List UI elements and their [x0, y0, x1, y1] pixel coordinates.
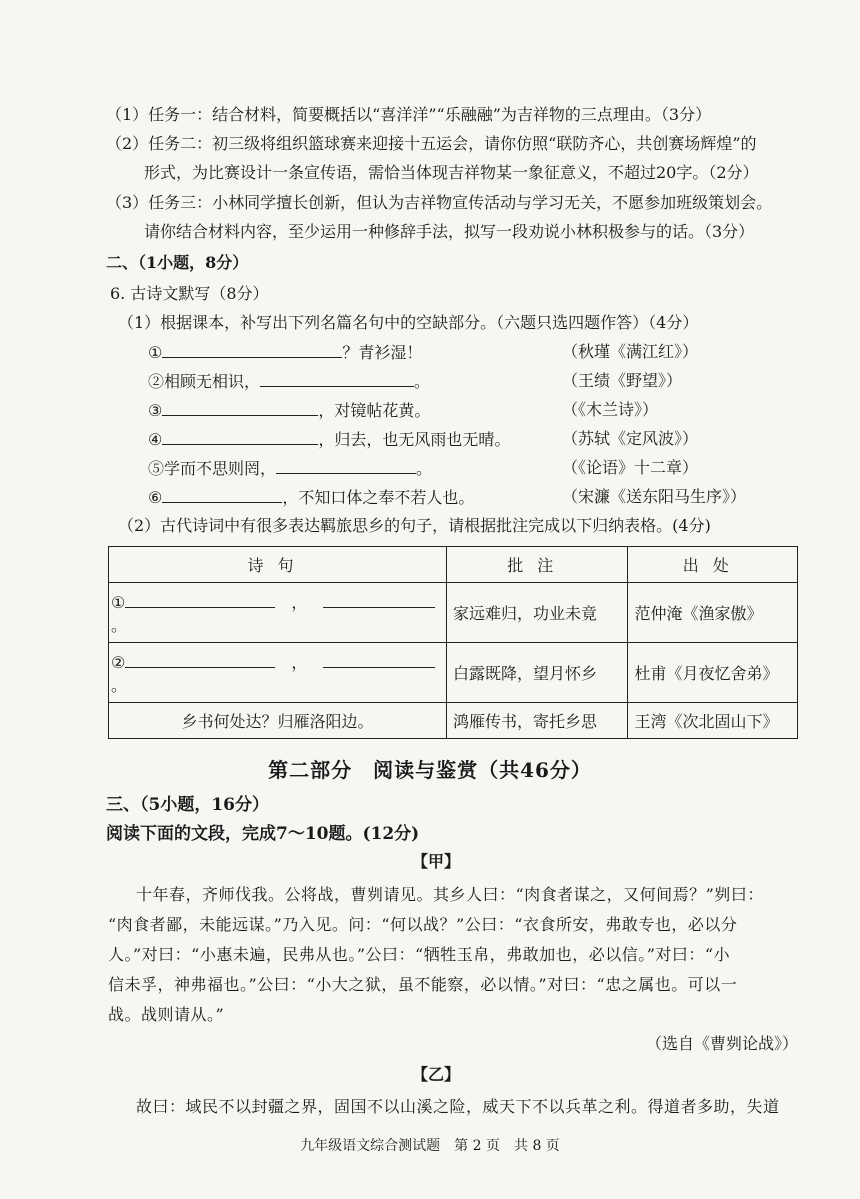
table-row	[109, 583, 798, 643]
passage-jia-label: 【甲】	[411, 852, 460, 871]
fill-item-4-suffix: ，归去，也无风雨也无晴。	[318, 430, 511, 449]
row-1-note: 家远难归，功业未竟	[446, 583, 628, 643]
row-3-note: 鸿雁传书，寄托乡思	[446, 703, 628, 739]
fill-item-2-prefix: ②相顾无相识，	[148, 372, 261, 391]
header-note: 批注	[446, 547, 628, 583]
row-2-source: 杜甫《月夜忆舍弟》	[628, 643, 798, 703]
fill-item-5	[148, 457, 432, 480]
task-3-line-1: （3）任务三：小林同学擅长创新，但认为吉祥物宣传活动与学习无关，不愿参加班级策划会。	[106, 193, 773, 212]
summary-table	[108, 546, 798, 739]
passage-yi-line-1: 故曰：域民不以封疆之界，固国不以山溪之险，威天下不以兵革之利。得道者多助，失道	[136, 1097, 780, 1116]
task-2-line-2: 形式，为比赛设计一条宣传语，需恰当体现吉祥物某一象征意义，不超过20字。（2分）	[144, 163, 759, 182]
row-1-period: 。	[111, 616, 128, 635]
row-1-marker: ①	[111, 593, 126, 612]
passage-jia-line-3: 人。”对曰：“小惠未遍，民弗从也。”公曰：“牺牲玉帛，弗敢加也，必以信。”对曰：“小	[108, 945, 731, 964]
row-2-comma: ，	[291, 653, 308, 672]
fill-item-1	[148, 341, 422, 364]
table-header-row	[109, 547, 798, 583]
fill-item-3-suffix: ，对镜帖花黄。	[318, 401, 431, 420]
fill-item-6-source: （宋濂《送东阳马生序》）	[562, 487, 747, 506]
row-2-note: 白露既降，望月怀乡	[446, 643, 628, 703]
fill-item-5-suffix: 。	[416, 459, 433, 478]
row-3-poem: 乡书何处达？归雁洛阳边。	[109, 703, 447, 739]
page-footer: 九年级语文综合测试题 第 2 页 共 8 页	[300, 1138, 560, 1154]
fill-item-2-suffix: 。	[414, 372, 431, 391]
fill-item-1-prefix: ①	[148, 343, 163, 362]
part-2-title: 第二部分 阅读与鉴赏（共46分）	[268, 758, 592, 782]
passage-jia-line-2: “肉食者鄙，未能远谋。”乃入见。问：“何以战？”公曰：“衣食所安，弗敢专也，必以分	[108, 915, 738, 934]
row-2-blank-b[interactable]	[323, 653, 435, 668]
fill-blank-1[interactable]	[162, 341, 342, 358]
row-3-source: 王湾《次北固山下》	[628, 703, 798, 739]
fill-item-1-source: （秋瑾《满江红》）	[562, 342, 699, 361]
fill-item-5-prefix: ⑤学而不思则罔，	[148, 459, 277, 478]
section-2-heading: 二、（1小题，8分）	[106, 253, 249, 272]
question-6-sub-2: （2）古代诗词中有很多表达羁旅思乡的句子，请根据批注完成以下归纳表格。(4分)	[118, 516, 711, 535]
question-6: 6. 古诗文默写（8分）	[110, 284, 269, 303]
row-1-blank-b[interactable]	[323, 593, 435, 608]
fill-blank-4[interactable]	[162, 428, 318, 445]
passage-jia-line-4: 信未孚，神弗福也。”公曰：“小大之狱，虽不能察，必以情。”对曰：“忠之属也。可以一	[108, 975, 738, 994]
row-1-comma: ，	[291, 593, 308, 612]
row-2-period: 。	[111, 676, 128, 695]
passage-jia-source: （选自《曹刿论战》）	[646, 1034, 799, 1053]
reading-instruction: 阅读下面的文段，完成7～10题。(12分)	[106, 824, 420, 844]
task-3-line-2: 请你结合材料内容，至少运用一种修辞手法，拟写一段劝说小林积极参与的话。（3分）	[144, 222, 755, 241]
fill-item-3-source: （《木兰诗》）	[562, 400, 659, 419]
fill-item-6	[148, 486, 474, 509]
fill-blank-6[interactable]	[162, 486, 282, 503]
fill-item-5-source: （《论语》十二章）	[562, 458, 699, 477]
row-2-poem	[109, 643, 447, 703]
row-1-blank-a[interactable]	[125, 593, 275, 608]
header-poem: 诗句	[109, 547, 447, 583]
fill-blank-5[interactable]	[276, 457, 416, 474]
task-1: （1）任务一：结合材料，简要概括以“喜洋洋”“乐融融”为吉祥物的三点理由。（3分）	[106, 105, 712, 124]
fill-item-4-prefix: ④	[148, 430, 163, 449]
header-source: 出处	[628, 547, 798, 583]
passage-yi-label: 【乙】	[411, 1065, 460, 1084]
row-1-poem	[109, 583, 447, 643]
fill-item-6-prefix: ⑥	[148, 488, 163, 507]
question-6-sub-1: （1）根据课本，补写出下列名篇名句中的空缺部分。（六题只选四题作答）（4分）	[118, 313, 699, 332]
row-1-source: 范仲淹《渔家傲》	[628, 583, 798, 643]
row-2-marker: ②	[111, 653, 126, 672]
task-2-line-1: （2）任务二：初三级将组织篮球赛来迎接十五运会，请你仿照“联防齐心，共创赛场辉煌”的	[106, 134, 757, 153]
passage-jia-line-5: 战。战则请从。”	[108, 1005, 225, 1024]
table-row	[109, 643, 798, 703]
table-row	[109, 703, 798, 739]
passage-jia-line-1: 十年春，齐师伐我。公将战，曹刿请见。其乡人曰：“肉食者谋之，又何间焉？”刿曰：	[136, 885, 764, 904]
fill-item-3	[148, 399, 430, 422]
fill-item-6-suffix: ，不知口体之奉不若人也。	[282, 488, 475, 507]
section-3-heading: 三、（5小题，16分）	[106, 795, 269, 815]
fill-item-2	[148, 370, 430, 393]
fill-item-1-suffix: ？青衫湿！	[342, 343, 423, 362]
row-2-blank-a[interactable]	[125, 653, 275, 668]
fill-item-3-prefix: ③	[148, 401, 163, 420]
fill-item-4	[148, 428, 510, 451]
fill-blank-3[interactable]	[162, 399, 318, 416]
fill-item-4-source: （苏轼《定风波》）	[562, 429, 699, 448]
fill-item-2-source: （王绩《野望》）	[562, 371, 683, 390]
fill-blank-2[interactable]	[260, 370, 414, 387]
